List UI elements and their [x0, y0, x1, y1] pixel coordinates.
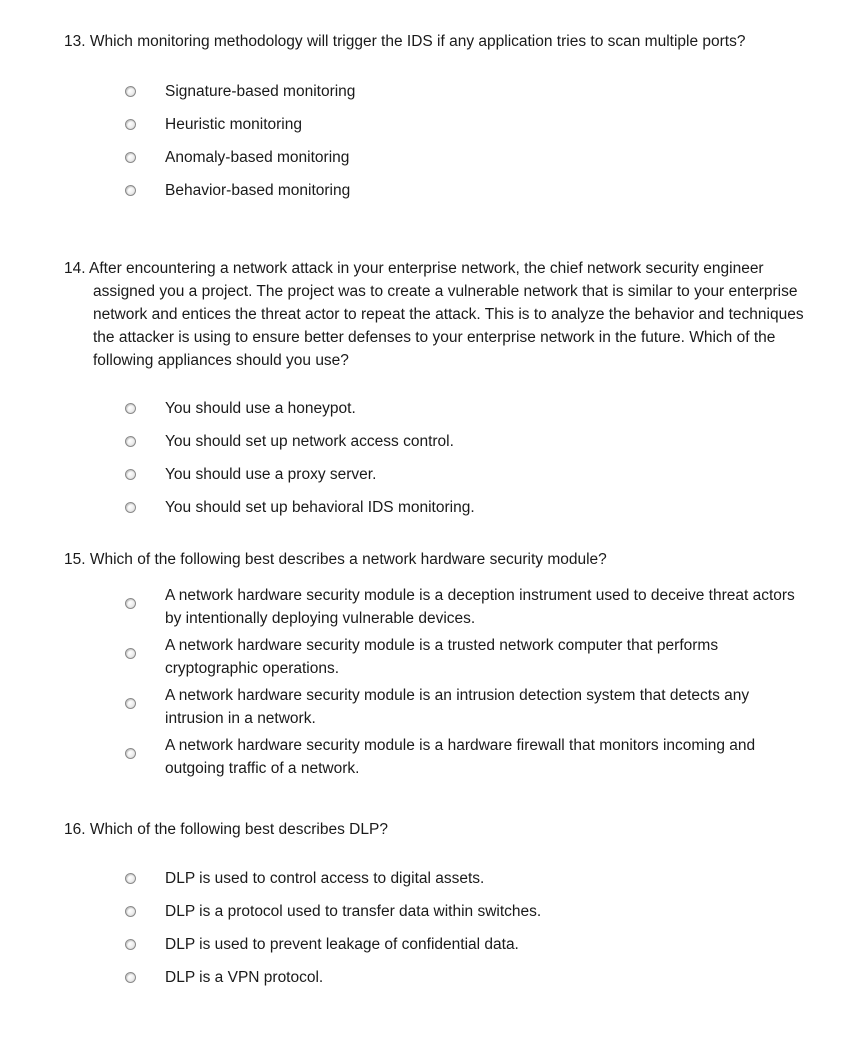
- option-13-b[interactable]: [64, 113, 804, 146]
- option-label: A network hardware security module is a deception instrument used to deceive threat actors by intentionally deploying vulnerable devices.: [165, 587, 795, 627]
- option-label: DLP is used to control access to digital assets.: [165, 870, 485, 887]
- question-16: [64, 818, 804, 999]
- question-13-text: 13. Which monitoring methodology will trigger the IDS if any application tries to scan multiple ports?: [64, 33, 746, 50]
- option-13-a[interactable]: [64, 80, 804, 113]
- option-13-d[interactable]: [64, 179, 804, 212]
- radio-button[interactable]: [125, 185, 136, 196]
- question-15-options: [64, 584, 804, 784]
- radio-button[interactable]: [125, 152, 136, 163]
- radio-button[interactable]: [125, 698, 136, 709]
- option-16-c[interactable]: [64, 933, 804, 966]
- option-15-d[interactable]: [64, 734, 804, 784]
- option-label: A network hardware security module is a trusted network computer that performs cryptographic operations.: [165, 637, 719, 677]
- question-15-text: 15. Which of the following best describes a network hardware security module?: [64, 551, 607, 568]
- question-13-options: [64, 80, 804, 212]
- option-16-a[interactable]: [64, 867, 804, 900]
- option-13-c[interactable]: [64, 146, 804, 179]
- option-14-c[interactable]: [64, 463, 804, 496]
- option-label: A network hardware security module is an intrusion detection system that detects any intrusion in a network.: [165, 687, 750, 727]
- radio-button[interactable]: [125, 873, 136, 884]
- option-14-b[interactable]: [64, 430, 804, 463]
- question-13: [64, 30, 804, 212]
- option-label: DLP is a protocol used to transfer data within switches.: [165, 903, 542, 920]
- radio-button[interactable]: [125, 748, 136, 759]
- radio-button[interactable]: [125, 86, 136, 97]
- option-15-a[interactable]: [64, 584, 804, 634]
- option-14-d[interactable]: [64, 496, 804, 529]
- option-label: You should set up network access control.: [165, 433, 454, 450]
- radio-button[interactable]: [125, 906, 136, 917]
- option-14-a[interactable]: [64, 397, 804, 430]
- radio-button[interactable]: [125, 972, 136, 983]
- radio-button[interactable]: [125, 502, 136, 513]
- option-label: Anomaly-based monitoring: [165, 149, 350, 166]
- question-15: [64, 548, 804, 784]
- radio-button[interactable]: [125, 648, 136, 659]
- radio-button[interactable]: [125, 119, 136, 130]
- question-16-options: [64, 867, 804, 999]
- option-15-c[interactable]: [64, 684, 804, 734]
- radio-button[interactable]: [125, 403, 136, 414]
- question-14-options: [64, 397, 804, 529]
- option-label: You should use a honeypot.: [165, 400, 356, 417]
- option-label: Heuristic monitoring: [165, 116, 302, 133]
- option-label: Signature-based monitoring: [165, 83, 356, 100]
- option-label: Behavior-based monitoring: [165, 182, 351, 199]
- option-16-b[interactable]: [64, 900, 804, 933]
- radio-button[interactable]: [125, 598, 136, 609]
- question-14-text: 14. After encountering a network attack in your enterprise network, the chief network security engineer assigned you a project. The project was to create a vulnerable network that is similar to your enterprise network and entices the threat actor to repeat the attack. This is to analyze the behavior and techniques the attacker is using to ensure better defenses to your enterprise network in the future. Which of the following appliances should you use?: [64, 260, 804, 369]
- radio-button[interactable]: [125, 469, 136, 480]
- question-14: [64, 257, 804, 529]
- option-label: A network hardware security module is a hardware firewall that monitors incoming and outgoing traffic of a network.: [165, 737, 756, 777]
- question-16-text: 16. Which of the following best describes DLP?: [64, 821, 388, 838]
- option-15-b[interactable]: [64, 634, 804, 684]
- option-label: DLP is used to prevent leakage of confidential data.: [165, 936, 519, 953]
- option-16-d[interactable]: [64, 966, 804, 999]
- option-label: DLP is a VPN protocol.: [165, 969, 324, 986]
- radio-button[interactable]: [125, 436, 136, 447]
- option-label: You should set up behavioral IDS monitoring.: [165, 499, 475, 516]
- option-label: You should use a proxy server.: [165, 466, 377, 483]
- radio-button[interactable]: [125, 939, 136, 950]
